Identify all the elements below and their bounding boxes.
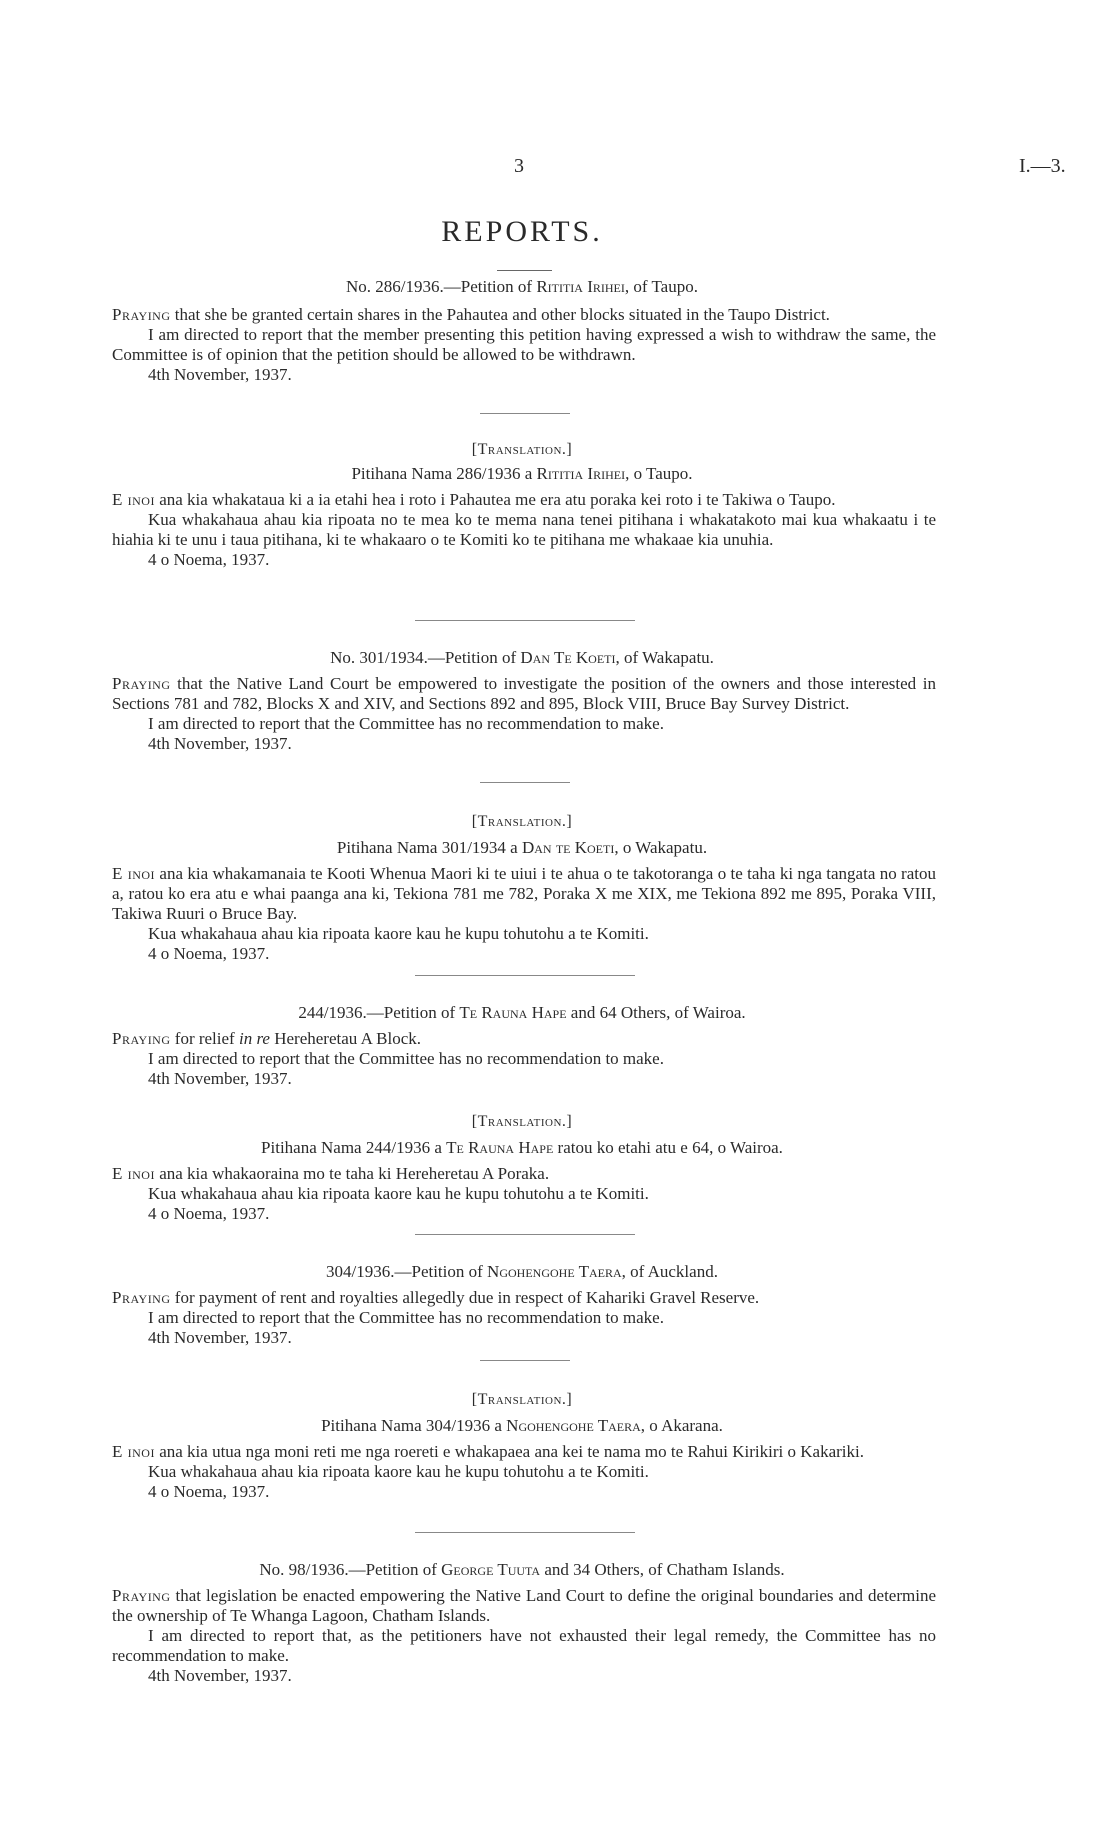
translation-body-286 — [112, 490, 936, 570]
report-paragraph: Kua whakahaua ahau kia ripoata kaore kau he kupu tohutohu a te Komiti. — [148, 1462, 649, 1481]
translation-heading-304: Pitihana Nama 304/1936 a Ngohengohe Taera, o Akarana. — [321, 1416, 723, 1435]
translation-heading-301: Pitihana Nama 301/1934 a Dan te Koeti, o Wakapatu. — [336, 838, 708, 857]
prayer-paragraph: E inoi ana kia whakamanaia te Kooti Whenua Maori ki te uiui i te ahua o te takotoranga o te taha ki nga tangata no ratou a, ratou ko era atu e whai paanga ana ki, Tekiona 781 me 782, Poraka X me XIX, me Tekiona 892 me 895, Poraka VIII, Takiwa Ruuri o Bruce Bay. — [112, 864, 936, 923]
translation-body-304 — [112, 1442, 936, 1502]
report-date: 4 o Noema, 1937. — [148, 550, 270, 569]
petition-body-98 — [112, 1586, 936, 1686]
section-separator — [480, 1360, 570, 1361]
petition-heading-286: No. 286/1936.—Petition of Rititia Irihei, of Taupo. — [346, 277, 698, 296]
prayer-paragraph: E inoi ana kia whakaoraina mo te taha ki Hereheretau A Poraka. — [112, 1164, 550, 1183]
report-paragraph: I am directed to report that, as the petitioners have not exhausted their legal remedy, the Committee has no recommendation to make. — [112, 1626, 936, 1665]
report-paragraph: I am directed to report that the Committee has no recommendation to make. — [148, 1308, 664, 1327]
translation-heading-244: Pitihana Nama 244/1936 a Te Rauna Hape ratou ko etahi atu e 64, o Wairoa. — [261, 1138, 783, 1157]
title-rule — [497, 270, 552, 271]
prayer-paragraph: E inoi ana kia whakataua ki a ia etahi hea i roto i Pahautea me era atu poraka kei roto i te Takiwa o Taupo. — [112, 490, 836, 509]
report-date: 4th November, 1937. — [148, 1666, 292, 1685]
petition-heading-98: No. 98/1936.—Petition of George Tuuta and 34 Others, of Chatham Islands. — [259, 1560, 785, 1579]
translation-label: [Translation.] — [471, 1113, 573, 1130]
translation-label: [Translation.] — [471, 813, 573, 830]
page-title: REPORTS. — [441, 215, 603, 248]
section-separator — [415, 620, 635, 621]
report-date: 4th November, 1937. — [148, 365, 292, 384]
section-separator — [415, 975, 635, 976]
prayer-paragraph: Praying that she be granted certain shares in the Pahautea and other blocks situated in the Taupo District. — [112, 305, 830, 324]
prayer-paragraph: E inoi ana kia utua nga moni reti me nga roereti e whakapaea ana kei te nama mo te Rahui Kirikiri o Kakariki. — [112, 1442, 864, 1461]
report-paragraph: I am directed to report that the member presenting this petition having expressed a wish to withdraw the same, the Committee is of opinion that the petition should be allowed to be withdrawn. — [112, 325, 936, 364]
petition-heading-244: 244/1936.—Petition of Te Rauna Hape and 64 Others, of Wairoa. — [298, 1003, 746, 1022]
prayer-paragraph: Praying for relief in re Hereheretau A Block. — [112, 1029, 422, 1048]
translation-body-301 — [112, 864, 936, 964]
petition-heading-301: No. 301/1934.—Petition of Dan Te Koeti, of Wakapatu. — [330, 648, 714, 667]
translation-body-244 — [112, 1164, 936, 1224]
translation-label: [Translation.] — [471, 441, 573, 458]
section-separator — [415, 1532, 635, 1533]
prayer-paragraph: Praying for payment of rent and royalties allegedly due in respect of Kahariki Gravel Reserve. — [112, 1288, 760, 1307]
prayer-paragraph: Praying that legislation be enacted empowering the Native Land Court to define the original boundaries and determine the ownership of Te Whanga Lagoon, Chatham Islands. — [112, 1586, 936, 1625]
prayer-paragraph: Praying that the Native Land Court be empowered to investigate the position of the owners and those interested in Sections 781 and 782, Blocks X and XIV, and Sections 892 and 895, Block VIII, Bruce Bay Survey District. — [112, 674, 936, 713]
report-paragraph: Kua whakahaua ahau kia ripoata no te mea ko te mema nana tenei pitihana i whakatakoto mai kua whakaatu i te hiahia ki te unu i taua pitihana, ki te whakaaro o te Komiti ko te pitihana me whakaae kia unuhia. — [112, 510, 936, 549]
report-date: 4 o Noema, 1937. — [148, 1204, 270, 1223]
document-reference: I.—3. — [1019, 155, 1066, 177]
report-date: 4th November, 1937. — [148, 1069, 292, 1088]
report-date: 4 o Noema, 1937. — [148, 944, 270, 963]
report-paragraph: I am directed to report that the Committee has no recommendation to make. — [148, 714, 664, 733]
translation-label: [Translation.] — [471, 1391, 573, 1408]
report-paragraph: I am directed to report that the Committee has no recommendation to make. — [148, 1049, 664, 1068]
section-separator — [480, 782, 570, 783]
petition-body-244 — [112, 1029, 936, 1089]
section-separator — [415, 1234, 635, 1235]
petition-body-301 — [112, 674, 936, 754]
report-date: 4 o Noema, 1937. — [148, 1482, 270, 1501]
page-number: 3 — [514, 155, 524, 177]
petition-body-304 — [112, 1288, 936, 1348]
report-date: 4th November, 1937. — [148, 1328, 292, 1347]
report-paragraph: Kua whakahaua ahau kia ripoata kaore kau he kupu tohutohu a te Komiti. — [148, 1184, 649, 1203]
translation-heading-286: Pitihana Nama 286/1936 a Rititia Irihei, o Taupo. — [351, 464, 693, 483]
report-date: 4th November, 1937. — [148, 734, 292, 753]
report-paragraph: Kua whakahaua ahau kia ripoata kaore kau he kupu tohutohu a te Komiti. — [148, 924, 649, 943]
section-separator — [480, 413, 570, 414]
petition-body-286 — [112, 305, 936, 385]
petition-heading-304: 304/1936.—Petition of Ngohengohe Taera, of Auckland. — [326, 1262, 718, 1281]
